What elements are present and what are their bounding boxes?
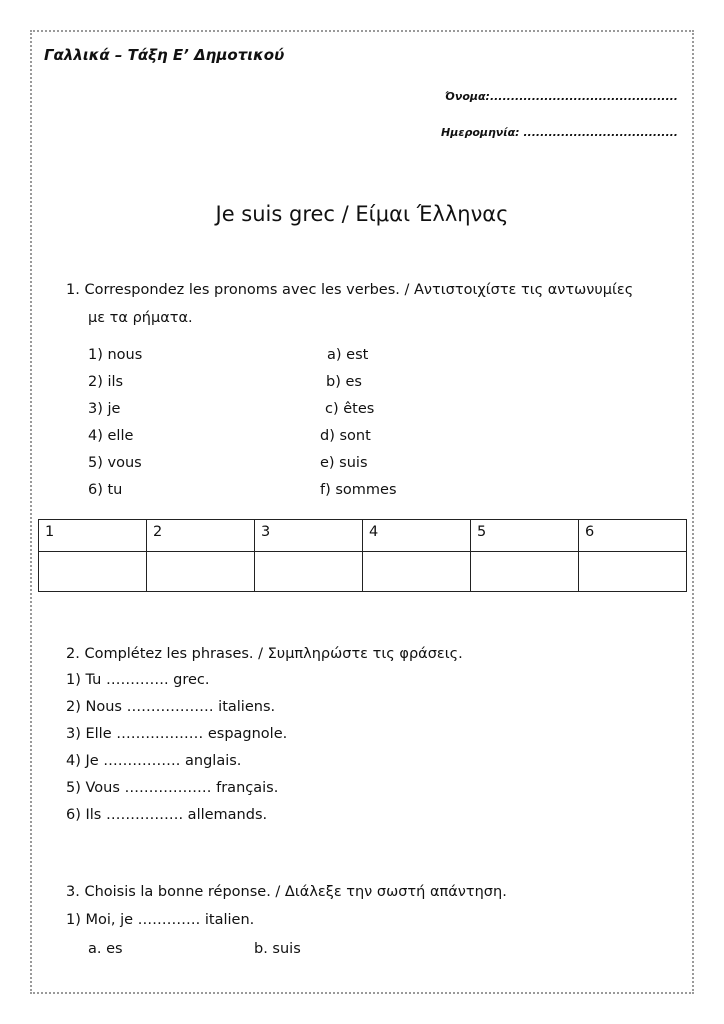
- date-field-line: Ημερομηνία: .....................................: [441, 126, 678, 139]
- grid-header-cell: 5: [471, 520, 579, 552]
- name-field-line: Όνομα:.............................................: [445, 90, 678, 103]
- grid-header-cell: 2: [147, 520, 255, 552]
- verb-item: f) sommes: [320, 482, 397, 498]
- grid-answer-cell[interactable]: [255, 552, 363, 592]
- option-a[interactable]: a. es: [88, 941, 123, 957]
- verb-item: d) sont: [320, 428, 371, 444]
- option-b[interactable]: b. suis: [254, 941, 301, 957]
- fill-in-sentence: 5) Vous ……………… français.: [66, 780, 279, 796]
- exercise3-instruction: 3. Choisis la bonne réponse. / Διάλεξε την σωστή απάντηση.: [66, 884, 507, 900]
- grid-answer-cell[interactable]: [147, 552, 255, 592]
- fill-in-sentence: 2) Nous ……………… italiens.: [66, 699, 276, 715]
- subject-header: Γαλλικά – Τάξη Ε’ Δημοτικού: [44, 46, 285, 64]
- worksheet-title: Je suis grec / Είμαι Έλληνας: [215, 202, 509, 226]
- fill-in-sentence: 4) Je ……………. anglais.: [66, 753, 242, 769]
- multiple-choice-question: 1) Moi, je …………. italien.: [66, 912, 255, 928]
- pronoun-item: 2) ils: [88, 374, 124, 390]
- grid-answer-cell[interactable]: [363, 552, 471, 592]
- matching-answer-grid: [38, 519, 687, 592]
- pronoun-item: 5) vous: [88, 455, 142, 471]
- exercise2-instruction: 2. Complétez les phrases. / Συμπληρώστε τις φράσεις.: [66, 646, 463, 662]
- fill-in-sentence: 1) Tu …………. grec.: [66, 672, 210, 688]
- fill-in-sentence: 6) Ils ……………. allemands.: [66, 807, 268, 823]
- page-border: [30, 30, 694, 994]
- grid-answer-cell[interactable]: [579, 552, 687, 592]
- pronoun-item: 3) je: [88, 401, 121, 417]
- grid-header-cell: 6: [579, 520, 687, 552]
- verb-item: b) es: [326, 374, 362, 390]
- fill-in-sentence: 3) Elle ……………… espagnole.: [66, 726, 288, 742]
- grid-header-cell: 1: [39, 520, 147, 552]
- grid-answer-cell[interactable]: [471, 552, 579, 592]
- exercise1-instruction-line2: με τα ρήματα.: [88, 310, 193, 326]
- exercise1-instruction-line1: 1. Correspondez les pronoms avec les verbes. / Αντιστοιχίστε τις αντωνυμίες: [66, 282, 634, 298]
- grid-header-cell: 4: [363, 520, 471, 552]
- verb-item: e) suis: [320, 455, 368, 471]
- verb-item: a) est: [327, 347, 369, 363]
- pronoun-item: 6) tu: [88, 482, 123, 498]
- pronoun-item: 4) elle: [88, 428, 134, 444]
- grid-header-cell: 3: [255, 520, 363, 552]
- grid-answer-cell[interactable]: [39, 552, 147, 592]
- verb-item: c) êtes: [325, 401, 375, 417]
- pronoun-item: 1) nous: [88, 347, 143, 363]
